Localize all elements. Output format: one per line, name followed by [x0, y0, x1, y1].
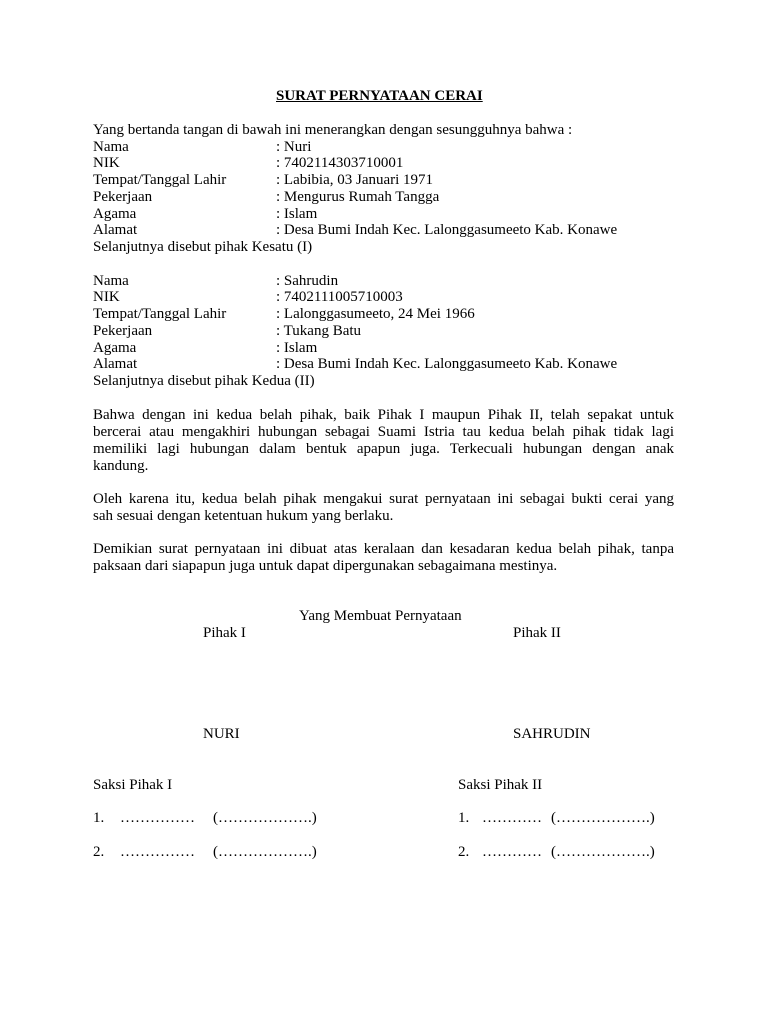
party-1-pekerjaan: : Mengurus Rumah Tangga: [276, 189, 440, 205]
paragraph-agreement: [93, 407, 674, 475]
party-2-nik: : 7402111005710003: [276, 289, 403, 305]
signature-name-1: NURI: [203, 726, 240, 742]
witness-right-num-1: 1.: [458, 810, 470, 826]
witness-left-dots-2: ……………: [120, 844, 195, 860]
label-nik: NIK: [93, 289, 120, 305]
paragraph-closing: [93, 541, 674, 575]
paragraph-line: Oleh karena itu, kedua belah pihak mengakui surat pernyataan ini sebagai bukti cerai yang: [93, 491, 674, 507]
label-nama: Nama: [93, 273, 129, 289]
label-alamat: Alamat: [93, 222, 138, 238]
paragraph-line: sah sesuai dengan ketentuan hukum yang berlaku.: [93, 508, 394, 524]
witness-left-num-2: 2.: [93, 844, 105, 860]
party-1-ttl: : Labibia, 03 Januari 1971: [276, 172, 434, 188]
party-1-agama: : Islam: [276, 206, 318, 222]
party-1-alamat: : Desa Bumi Indah Kec. Lalonggasumeeto Kab. Konawe: [276, 222, 618, 238]
party-2-agama: : Islam: [276, 340, 318, 356]
label-agama: Agama: [93, 206, 137, 222]
witness-right-paren-2: (……………….): [551, 844, 655, 860]
signature-pihak-1-label: Pihak I: [203, 625, 246, 641]
paragraph-line: Bahwa dengan ini kedua belah pihak, baik Pihak I maupun Pihak II, telah sepakat untuk: [93, 407, 674, 423]
party-1-nik: : 7402114303710001: [276, 155, 404, 171]
paragraph-line: Demikian surat pernyataan ini dibuat atas keralaan dan kesadaran kedua belah pihak, tanpa: [93, 541, 674, 557]
paragraph-line: bercerai atau mengakhiri hubungan sebagai Suami Istria tau kedua belah pihak tidak lagi: [93, 424, 674, 440]
party-2-nama: : Sahrudin: [276, 273, 339, 289]
witness-right-paren-1: (……………….): [551, 810, 655, 826]
paragraph-line: paksaan dari siapapun juga untuk dapat dipergunakan sebagaimana mestinya.: [93, 558, 558, 574]
party-1-nama: : Nuri: [276, 139, 312, 155]
party-2-alamat: : Desa Bumi Indah Kec. Lalonggasumeeto Kab. Konawe: [276, 356, 618, 372]
witness-right-num-2: 2.: [458, 844, 470, 860]
paragraph-acknowledgement: [93, 491, 674, 525]
document-title: SURAT PERNYATAAN CERAI: [276, 88, 483, 104]
signature-name-2: SAHRUDIN: [513, 726, 591, 742]
label-pekerjaan: Pekerjaan: [93, 323, 153, 339]
witness-left-title: Saksi Pihak I: [93, 777, 173, 793]
witness-right-dots-2: …………: [482, 844, 542, 860]
witness-right-dots-1: …………: [482, 810, 542, 826]
party-1-footer: Selanjutnya disebut pihak Kesatu (I): [93, 239, 313, 255]
signature-pihak-2-label: Pihak II: [513, 625, 561, 641]
label-pekerjaan: Pekerjaan: [93, 189, 153, 205]
party-2-ttl: : Lalonggasumeeto, 24 Mei 1966: [276, 306, 475, 322]
label-nik: NIK: [93, 155, 120, 171]
label-nama: Nama: [93, 139, 129, 155]
witness-left-paren-2: (……………….): [213, 844, 317, 860]
label-agama: Agama: [93, 340, 137, 356]
paragraph-line: kandung.: [93, 458, 149, 474]
party-2-footer: Selanjutnya disebut pihak Kedua (II): [93, 373, 315, 389]
paragraph-line: memiliki lagi hubungan dalam bentuk apapun juga. Terkecuali hubungan dengan anak: [93, 441, 674, 457]
label-ttl: Tempat/Tanggal Lahir: [93, 172, 227, 188]
intro-text: Yang bertanda tangan di bawah ini menerangkan dengan sesungguhnya bahwa :: [93, 122, 573, 138]
signature-heading: Yang Membuat Pernyataan: [299, 608, 462, 624]
label-alamat: Alamat: [93, 356, 138, 372]
witness-right-title: Saksi Pihak II: [458, 777, 543, 793]
witness-left-paren-1: (……………….): [213, 810, 317, 826]
witness-left-dots-1: ……………: [120, 810, 195, 826]
witness-left-num-1: 1.: [93, 810, 105, 826]
party-2-pekerjaan: : Tukang Batu: [276, 323, 362, 339]
label-ttl: Tempat/Tanggal Lahir: [93, 306, 227, 322]
